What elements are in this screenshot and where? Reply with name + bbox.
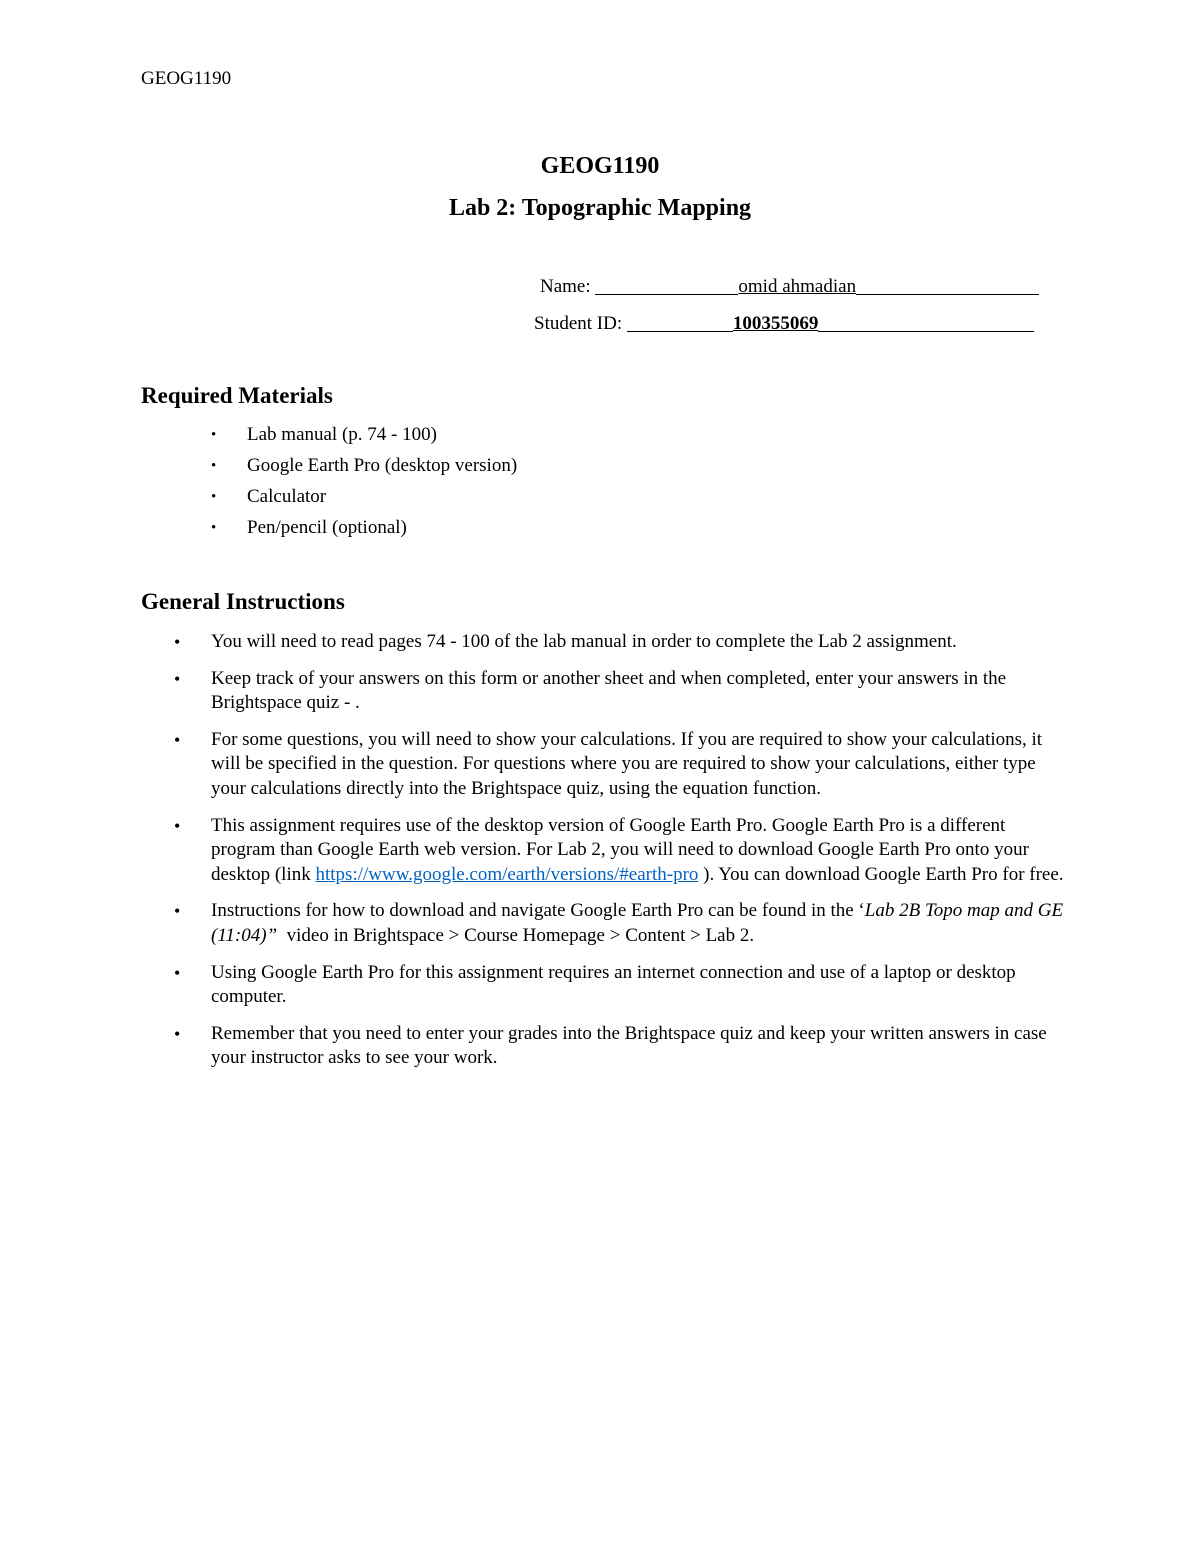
general-instructions-heading: General Instructions	[141, 589, 345, 614]
name-blank-leading	[595, 274, 738, 295]
instruction-text: Remember that you need to enter your grades into the Brightspace quiz and keep your written answers in case your instructor asks to see your work.	[211, 1022, 1047, 1069]
instruction-text: For some questions, you will need to show your calculations. If you are required to show your calculations, it will be specified in the question. For questions where you are required to show your calculations, either type your calculations directly into the Brightspace quiz, using the equation function.	[211, 728, 1043, 799]
bullet-icon: •	[174, 962, 181, 983]
instruction-text: This assignment requires use of the desktop version of Google Earth Pro. Google Earth Pro is a different program than Google Earth web version. For Lab 2, you will need to download Google Earth Pro onto your desktop (link	[211, 814, 1029, 885]
list-item	[0, 630, 1071, 655]
google-earth-pro-link[interactable]: https://www.google.com/earth/versions/#earth-pro	[315, 863, 699, 885]
list-item	[0, 961, 1071, 1010]
video-title: Lab 2B Topo map and GE (11:04)”	[211, 900, 1064, 946]
lab-title: Lab 2: Topographic Mapping	[448, 195, 752, 221]
name-label: Name:	[540, 276, 591, 297]
student-id-blank-leading	[627, 311, 733, 332]
instruction-text: ). You can download Google Earth Pro for free.	[698, 863, 1064, 885]
general-instructions-list	[0, 630, 1200, 1083]
name-field[interactable]	[540, 274, 1039, 298]
bullet-icon: •	[174, 1023, 181, 1044]
bullet-icon: •	[211, 489, 217, 505]
list-item	[0, 1022, 1071, 1071]
bullet-icon: •	[174, 729, 181, 750]
student-id-label: Student ID:	[534, 313, 623, 334]
bullet-icon: •	[174, 632, 181, 652]
bullet-icon: •	[174, 815, 181, 836]
material-text: Lab manual (p. 74 - 100)	[247, 424, 437, 445]
name-blank-trailing	[856, 274, 1039, 295]
page-header: GEOG1190	[141, 68, 232, 89]
material-text: Pen/pencil (optional)	[247, 517, 407, 538]
course-title: GEOG1190	[540, 153, 660, 179]
instruction-text: video in Brightspace > Course Homepage > Content > Lab 2.	[277, 924, 755, 946]
list-item	[0, 899, 1071, 948]
material-text: Calculator	[247, 486, 327, 507]
name-value[interactable]: omid ahmadian	[738, 276, 857, 297]
bullet-icon: •	[174, 668, 181, 689]
instruction-text: Instructions for how to download and navigate Google Earth Pro can be found in the ‘	[211, 900, 865, 922]
student-id-field[interactable]	[534, 311, 1034, 335]
instruction-text: You will need to read pages 74 - 100 of the lab manual in order to complete the Lab 2 assignment.	[211, 631, 957, 652]
list-item	[0, 814, 1071, 888]
instruction-text: Using Google Earth Pro for this assignment requires an internet connection and use of a laptop or desktop computer.	[211, 961, 1016, 1008]
student-id-value[interactable]: 100355069	[732, 313, 819, 334]
list-item	[0, 667, 1071, 716]
list-item	[0, 728, 1071, 802]
bullet-icon: •	[174, 901, 181, 922]
required-materials-heading: Required Materials	[141, 383, 333, 408]
instruction-text: Keep track of your answers on this form or another sheet and when completed, enter your answers in the Brightspace quiz - .	[211, 667, 1007, 714]
bullet-icon: •	[211, 427, 217, 443]
student-id-blank-trailing	[818, 311, 1034, 332]
bullet-icon: •	[211, 458, 217, 474]
material-text: Google Earth Pro (desktop version)	[247, 455, 518, 476]
bullet-icon: •	[211, 520, 217, 536]
